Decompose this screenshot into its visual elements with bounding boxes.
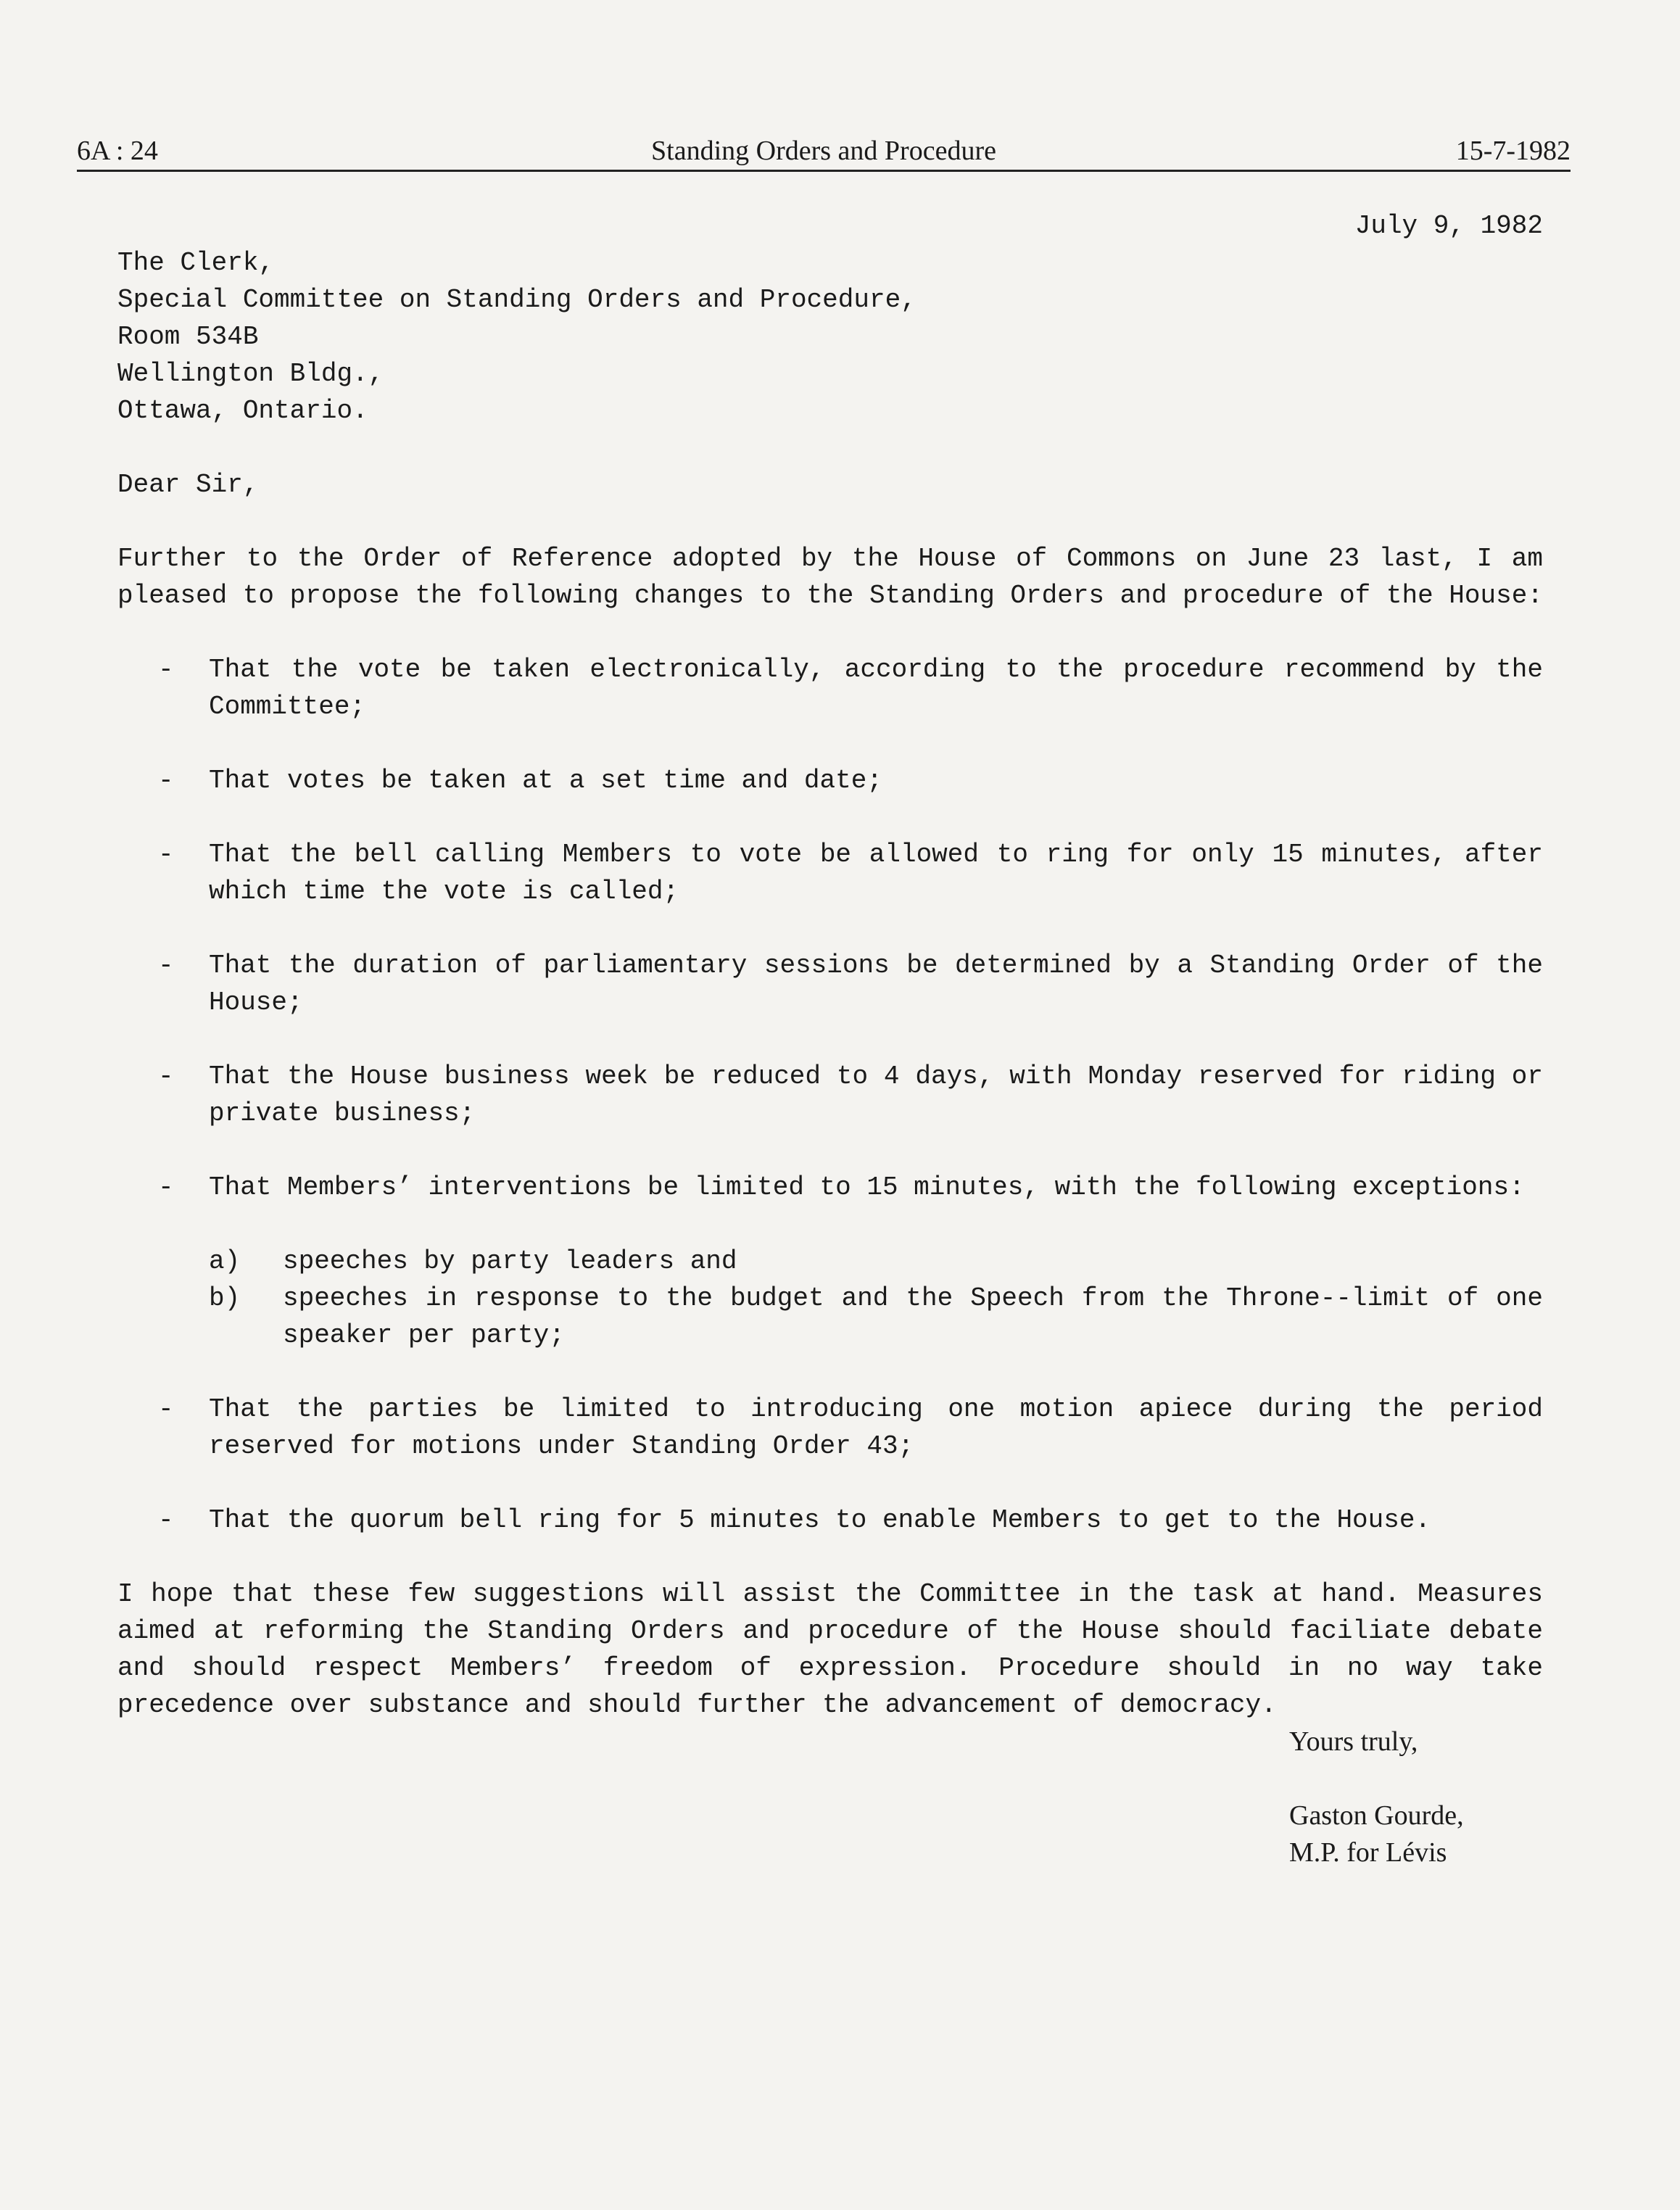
list-item [117,1502,1543,1539]
list-item-text: That the bell calling Members to vote be allowed to ring for only 15 minutes, after which time the vote is called; [209,840,1543,906]
closing-paragraph: I hope that these few suggestions will assist the Committee in the task at hand. Measures aimed at reforming the Standing Orders and procedure of the House should faciliate debate and should respect Members’ freedom of expression. Procedure should in no way take precedence over substance and should further the advancement of democracy. [117,1579,1543,1720]
proposal-list [117,651,1543,1539]
list-item-text: That votes be taken at a set time and date; [209,766,882,795]
header-date: 15-7-1982 [1455,136,1571,166]
intro-paragraph: Further to the Order of Reference adopted by the House of Commons on June 23 last, I am pleased to propose the following changes to the Standing Orders and procedure of the House: [117,544,1543,611]
salutation: Dear Sir, [117,470,259,500]
complimentary-close: Yours truly, [1289,1726,1418,1757]
address-line: Wellington Bldg., [117,359,384,389]
list-item [117,836,1543,910]
signer-name: Gaston Gourde, [1289,1800,1464,1831]
list-item-text: That the vote be taken electronically, according to the procedure recommend by the Committee; [209,655,1543,721]
address-line: Room 534B [117,322,259,352]
list-marker: - [158,1505,174,1535]
letter-date: July 9, 1982 [1354,211,1543,241]
list-item [117,947,1543,1021]
list-marker: - [158,1172,174,1202]
list-item [117,1391,1543,1465]
exception-marker: b) [209,1283,241,1313]
exceptions-list [209,1243,1543,1354]
list-item-text: That Members’ interventions be limited to 15 minutes, with the following exceptions: [209,1172,1525,1202]
recipient-address [117,244,1543,429]
list-item-text: That the duration of parliamentary sessions be determined by a Standing Order of the House; [209,951,1543,1017]
list-item-text: That the parties be limited to introducing one motion apiece during the period reserved for motions under Standing Order 43; [209,1394,1543,1461]
exception-marker: a) [209,1246,241,1276]
running-title: Standing Orders and Procedure [651,136,996,166]
list-item-text: That the quorum bell ring for 5 minutes to enable Members to get to the House. [209,1505,1431,1535]
exception-item [209,1280,1543,1354]
list-item [117,651,1543,725]
list-item [117,762,1543,799]
signature-gap [1289,1760,1543,1797]
signer-title: M.P. for Lévis [1289,1837,1447,1868]
running-header [77,132,1571,172]
list-marker: - [158,840,174,869]
address-line: Ottawa, Ontario. [117,396,368,426]
address-line: Special Committee on Standing Orders and Procedure, [117,285,916,315]
list-marker: - [158,766,174,795]
list-marker: - [158,951,174,980]
list-item [117,1058,1543,1132]
list-marker: - [158,1061,174,1091]
letter-body [117,207,1543,1871]
exception-item [209,1243,1543,1280]
exception-text: speeches by party leaders and [283,1246,737,1276]
address-line: The Clerk, [117,248,275,278]
list-item [117,1169,1543,1354]
list-marker: - [158,655,174,684]
exception-text: speeches in response to the budget and the Speech from the Throne--limit of one speaker per party; [283,1283,1543,1350]
page-number: 6A : 24 [77,136,158,166]
signature-block [1289,1723,1543,1871]
list-item-text: That the House business week be reduced to 4 days, with Monday reserved for riding or private business; [209,1061,1543,1128]
list-marker: - [158,1394,174,1424]
